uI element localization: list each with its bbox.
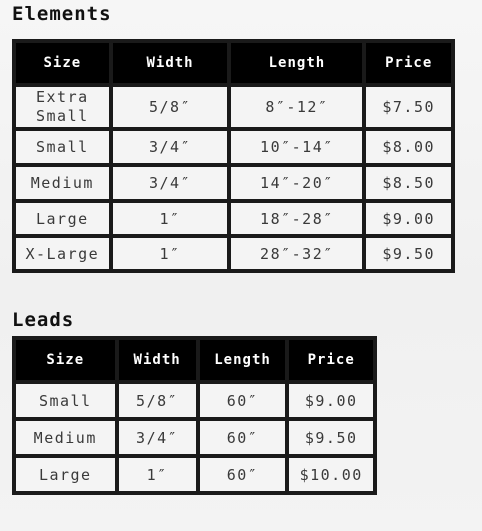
table-row xyxy=(14,129,453,165)
elements-section-title: Elements xyxy=(12,3,112,25)
price-cell: $9.50 xyxy=(364,236,453,271)
leads-section-title: Leads xyxy=(12,309,75,331)
length-cell: 60″ xyxy=(198,419,288,456)
size-cell: Large xyxy=(14,201,111,236)
table-row xyxy=(14,201,453,236)
table-row xyxy=(14,85,453,129)
table-header-row xyxy=(14,338,375,382)
price-cell: $9.50 xyxy=(287,419,375,456)
width-cell: 5/8″ xyxy=(111,85,230,129)
length-cell: 10″-14″ xyxy=(229,129,364,165)
width-cell: 5/8″ xyxy=(117,382,198,419)
length-cell: 60″ xyxy=(198,382,288,419)
length-cell: 14″-20″ xyxy=(229,165,364,201)
column-header-size: Size xyxy=(14,41,111,85)
size-cell: Medium xyxy=(14,165,111,201)
size-cell: X-Large xyxy=(14,236,111,271)
column-header-length: Length xyxy=(198,338,288,382)
width-cell: 3/4″ xyxy=(111,129,230,165)
size-cell: Small xyxy=(14,382,117,419)
length-cell: 28″-32″ xyxy=(229,236,364,271)
price-cell: $8.50 xyxy=(364,165,453,201)
column-header-size: Size xyxy=(14,338,117,382)
table-row xyxy=(14,382,375,419)
price-cell: $9.00 xyxy=(364,201,453,236)
length-cell: 8″-12″ xyxy=(229,85,364,129)
length-cell: 60″ xyxy=(198,456,288,493)
width-cell: 3/4″ xyxy=(117,419,198,456)
price-cell: $8.00 xyxy=(364,129,453,165)
table-row xyxy=(14,456,375,493)
size-cell: Extra Small xyxy=(14,85,111,129)
column-header-length: Length xyxy=(229,41,364,85)
price-cell: $9.00 xyxy=(287,382,375,419)
elements-price-table xyxy=(12,39,455,273)
column-header-price: Price xyxy=(364,41,453,85)
width-cell: 3/4″ xyxy=(111,165,230,201)
table-row xyxy=(14,165,453,201)
column-header-width: Width xyxy=(117,338,198,382)
length-cell: 18″-28″ xyxy=(229,201,364,236)
table-row xyxy=(14,236,453,271)
leads-price-table xyxy=(12,336,377,495)
price-cell: $7.50 xyxy=(364,85,453,129)
table-header-row xyxy=(14,41,453,85)
size-cell: Medium xyxy=(14,419,117,456)
size-cell: Small xyxy=(14,129,111,165)
column-header-price: Price xyxy=(287,338,375,382)
width-cell: 1″ xyxy=(111,201,230,236)
size-cell: Large xyxy=(14,456,117,493)
width-cell: 1″ xyxy=(111,236,230,271)
price-cell: $10.00 xyxy=(287,456,375,493)
column-header-width: Width xyxy=(111,41,230,85)
width-cell: 1″ xyxy=(117,456,198,493)
table-row xyxy=(14,419,375,456)
